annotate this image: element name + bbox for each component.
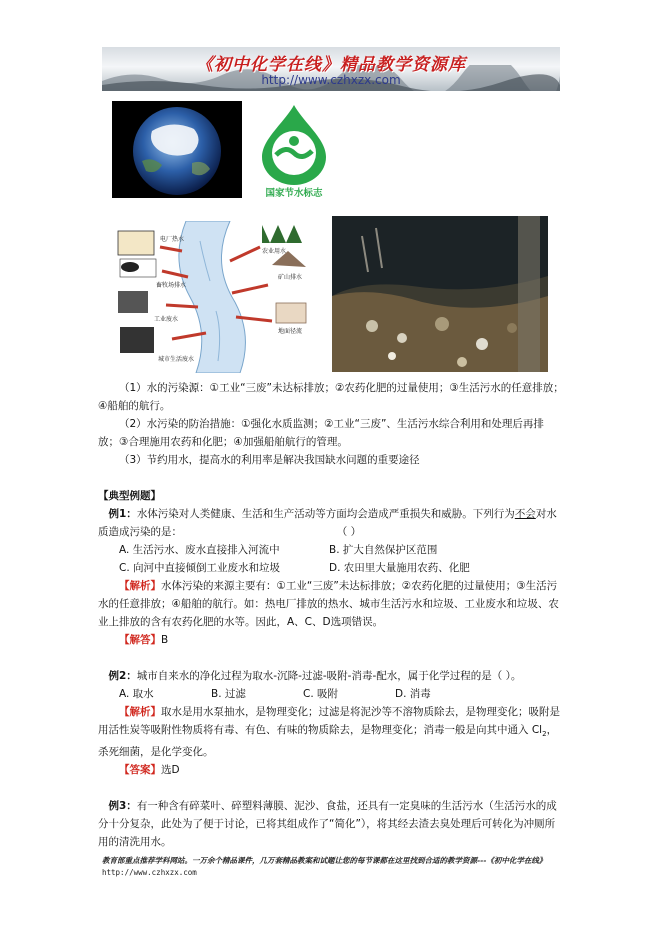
polluted-river-photo xyxy=(332,216,548,372)
pollution-source-diagram xyxy=(112,221,322,373)
example-2-option-d: D. 消毒 xyxy=(395,688,431,700)
example-1-answer: B xyxy=(161,634,169,646)
footer-text: 教育部重点推荐学科网站。一万余个精品课件，几万套精品教案和试题让您的每节课都在这里找到合适的教学资源---《初中化学在线》 xyxy=(102,856,547,865)
example-2 xyxy=(98,667,564,779)
logo-caption: 国家节水标志 xyxy=(265,188,323,199)
example-1-analysis: 水体污染的来源主要有：①工业“三废”未达标排放；②农药化肥的过量使用；③生活污水的任意排放；④船舶的航行。如：热电厂排放的热水、城市生活污水和垃圾、工业废水和垃圾、农业上排放的含有农药化肥的水等。因此，A、C、D选项错误。 xyxy=(98,580,559,628)
example-2-option-b: B. 过滤 xyxy=(211,688,246,700)
example-1-analysis-tag: 【解析】 xyxy=(119,580,161,592)
page-footer xyxy=(102,855,564,879)
point-3: （3）节约用水，提高水的利用率是解决我国缺水问题的重要途径 xyxy=(119,454,420,466)
point-1: （1）水的污染源：①工业“三废”未达标排放；②农药化肥的过量使用；③生活污水的任意排放；④船舶的航行。 xyxy=(98,382,564,412)
diagram-label-power: 电厂热水 xyxy=(160,236,185,243)
example-1 xyxy=(98,505,564,649)
example-1-option-d: D. 农田里大量施用农药、化肥 xyxy=(329,562,470,574)
header-banner xyxy=(102,47,560,91)
diagram-label-livestock: 畜牧场排水 xyxy=(156,282,187,289)
diagram-label-runoff: 地面径流 xyxy=(278,328,303,335)
example-1-option-c: C. 向河中直接倾倒工业废水和垃圾 xyxy=(119,562,281,574)
diagram-label-farm: 农业用水 xyxy=(262,248,287,255)
example-1-label: 例1： xyxy=(108,508,137,520)
diagram-label-industry: 工业废水 xyxy=(154,316,179,323)
example-2-label: 例2： xyxy=(108,670,137,682)
water-saving-logo xyxy=(252,101,336,201)
answer-blank: （ ） xyxy=(342,526,362,538)
banner-title: 《初中化学在线》精品教学资源库 xyxy=(196,55,466,75)
example-3-label: 例3： xyxy=(108,800,137,813)
example-2-option-c: C. 吸附 xyxy=(303,688,339,700)
example-2-stem: 城市自来水的净化过程为取水-沉降-过滤-吸附-消毒-配水，属于化学过程的是（ ）。 xyxy=(136,670,522,682)
example-1-not-emphasis: 不会 xyxy=(514,508,536,520)
footer-url[interactable]: http://www.czhxzx.com xyxy=(102,868,197,877)
chlorine-subscript: 2 xyxy=(542,730,547,739)
diagram-label-city: 城市生活废水 xyxy=(158,356,195,363)
example-2-analysis: 取水是用水泵抽水，是物理变化；过滤是将泥沙等不溶物质除去，是物理变化；吸附是用活性炭等吸附性物质将有毒、有色、有味的物质除去，是物理变化；消毒一般是向其中通入 Cl xyxy=(98,706,560,736)
point-2: （2）水污染的防治措施：①强化水质监测；②工业“三废”、生活污水综合利用和处理后再排放；③合理施用农药和化肥；④加强船舶航行的管理。 xyxy=(98,418,544,448)
example-3-stem: 有一种含有碎菜叶、碎塑料薄膜、泥沙、食盐，还具有一定臭味的生活污水（生活污水的成分十分复杂，此处为了便于讨论，已将其组成作了“简化”），将其经去渣去臭处理后可转化为冲厕所用的清洗用水。 xyxy=(98,800,557,849)
section-title: 【典型例题】 xyxy=(98,490,161,502)
diagram-label-mine: 矿山排水 xyxy=(278,274,303,281)
example-1-answer-tag: 【解答】 xyxy=(119,634,161,646)
earth-image xyxy=(112,101,242,198)
banner-url[interactable]: http://www.czhxzx.com xyxy=(261,73,401,87)
example-1-stem-a: 水体污染对人类健康、生活和生产活动等方面均会造成严重损失和威胁。下列行为 xyxy=(136,508,515,520)
example-2-analysis-tag: 【解析】 xyxy=(119,706,161,718)
example-2-option-a: A. 取水 xyxy=(119,688,154,700)
example-2-analysis-end: ，杀死细菌，是化学变化。 xyxy=(98,724,558,759)
example-1-option-b: B. 扩大自然保护区范围 xyxy=(329,544,438,556)
example-3 xyxy=(98,797,564,851)
example-2-answer-tag: 【答案】 xyxy=(119,764,161,777)
example-2-answer: 选D xyxy=(161,764,180,777)
example-1-option-a: A. 生活污水、废水直接排入河流中 xyxy=(119,544,280,556)
example-1-stem-b: 对水质造成污染的是： xyxy=(98,508,557,538)
main-content xyxy=(98,379,564,851)
